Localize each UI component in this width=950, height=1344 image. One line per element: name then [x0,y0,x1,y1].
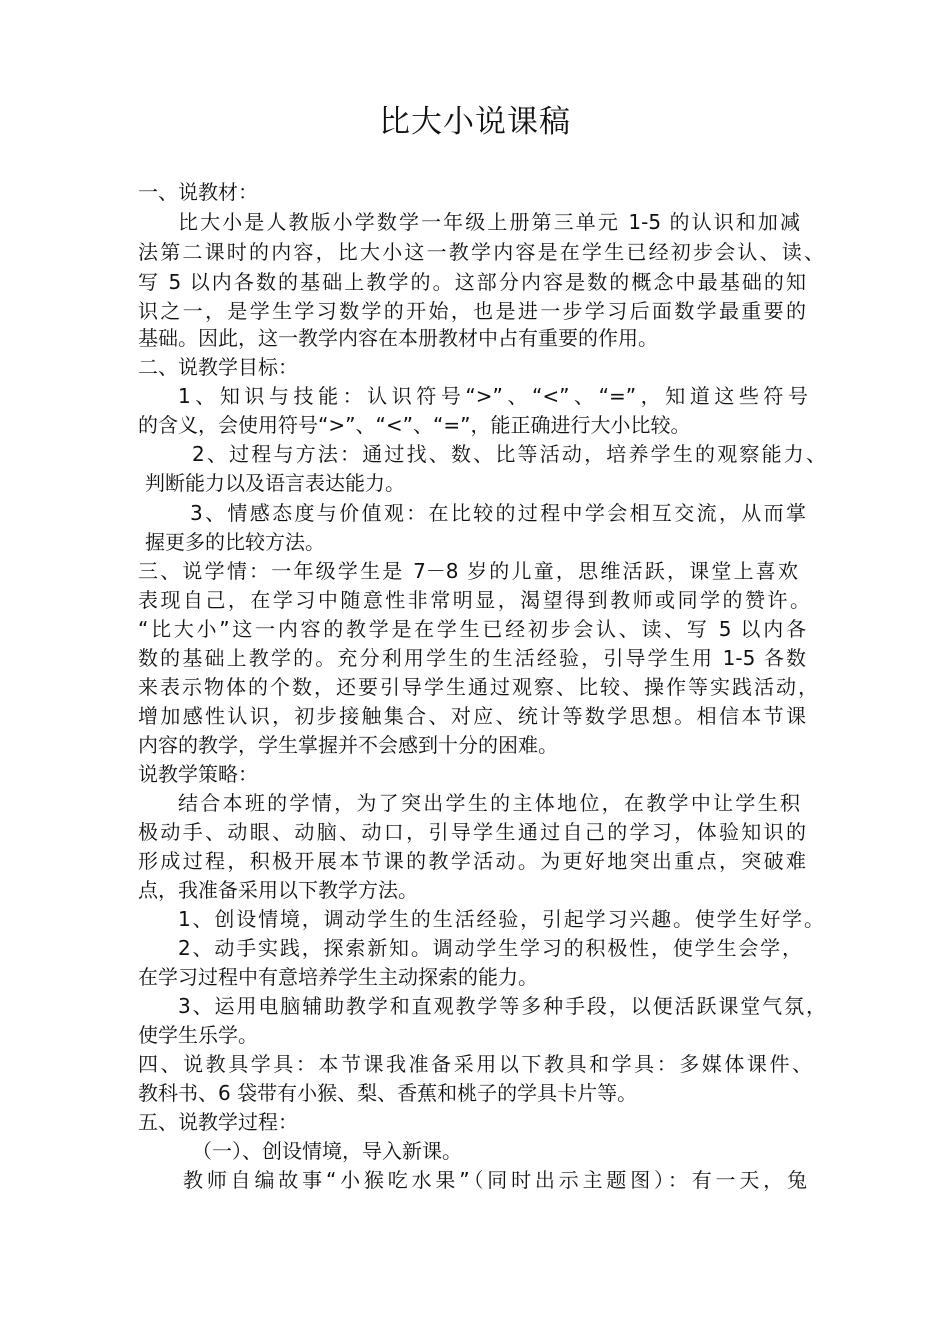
paragraph-line: 比大小是人教版小学数学一年级上册第三单元 1-5 的认识和加减 [178,210,800,234]
paragraph-line: 极动手、动眼、动脑、动口，引导学生通过自己的学习，体验知识的 [138,820,806,844]
paragraph-line: 内容的教学，学生掌握并不会感到十分的困难。 [138,733,558,757]
paragraph-line: 写 5 以内各数的基础上教学的。这部分内容是数的概念中最基础的知 [138,270,806,294]
paragraph-line: 的含义，会使用符号“>”、“<”、“=”，能正确进行大小比较。 [138,413,691,437]
paragraph-line: 形成过程，积极开展本节课的教学活动。为更好地突出重点，突破难 [138,849,806,873]
paragraph-line: “比大小”这一内容的教学是在学生已经初步会认、读、写 5 以内各 [138,617,806,641]
paragraph-line: 基础。因此，这一教学内容在本册教材中占有重要的作用。 [138,326,658,350]
section-heading-teaching-strategy: 说教学策略： [138,762,258,786]
paragraph-line: 教科书、6 袋带有小猴、梨、香蕉和桃子的学具卡片等。 [138,1081,638,1105]
paragraph-line: 3、情感态度与价值观：在比较的过程中学会相互交流，从而掌 [190,501,806,525]
section-heading-student-analysis: 三、说学情：一年级学生是 7－8 岁的儿童，思维活跃，课堂上喜欢 [138,559,798,583]
paragraph-line: 结合本班的学情，为了突出学生的主体地位，在教学中让学生积 [178,791,800,815]
section-heading-teaching-material: 一、说教材： [138,180,258,204]
paragraph-line: 识之一，是学生学习数学的开始，也是进一步学习后面数学最重要的 [138,299,806,323]
paragraph-line: 教师自编故事“小猴吃水果”（同时出示主题图）：有一天，兔 [183,1168,807,1192]
section-heading-teaching-goals: 二、说教学目标： [138,355,298,379]
paragraph-line: 判断能力以及语言表达能力。 [145,471,405,495]
paragraph-line: 来表示物体的个数，还要引导学生通过观察、比较、操作等实践活动， [138,675,818,699]
section-heading-teaching-aids: 四、说教具学具：本节课我准备采用以下教具和学具：多媒体课件、 [138,1052,812,1076]
paragraph-line: 2、过程与方法：通过找、数、比等活动，培养学生的观察能力、 [192,442,826,466]
paragraph-line: 数的基础上教学的。充分利用学生的生活经验，引导学生用 1-5 各数 [138,646,806,670]
subsection-heading: （一）、创设情境，导入新课。 [192,1139,462,1163]
paragraph-line: 在学习过程中有意培养学生主动探索的能力。 [138,965,538,989]
paragraph-line: 1、知识与技能：认识符号“>”、“<”、“=”，知道这些符号 [178,384,808,408]
paragraph-line: 1、创设情境，调动学生的生活经验，引起学习兴趣。使学生好学。 [178,907,824,931]
paragraph-line: 2、动手实践，探索新知。调动学生学习的积极性，使学生会学， [178,936,802,960]
section-heading-teaching-process: 五、说教学过程： [138,1110,298,1134]
paragraph-line: 法第二课时的内容，比大小这一教学内容是在学生已经初步会认、读、 [138,240,824,264]
paragraph-line: 点，我准备采用以下教学方法。 [138,878,418,902]
paragraph-line: 握更多的比较方法。 [145,530,325,554]
paragraph-line: 使学生乐学。 [138,1023,258,1047]
paragraph-line: 3、运用电脑辅助教学和直观教学等多种手段，以便活跃课堂气氛， [178,994,826,1018]
paragraph-line: 表现自己，在学习中随意性非常明显，渴望得到教师或同学的赞许。 [138,588,810,612]
paragraph-line: 增加感性认识，初步接触集合、对应、统计等数学思想。相信本节课 [138,704,806,728]
document-title: 比大小说课稿 [379,104,571,140]
